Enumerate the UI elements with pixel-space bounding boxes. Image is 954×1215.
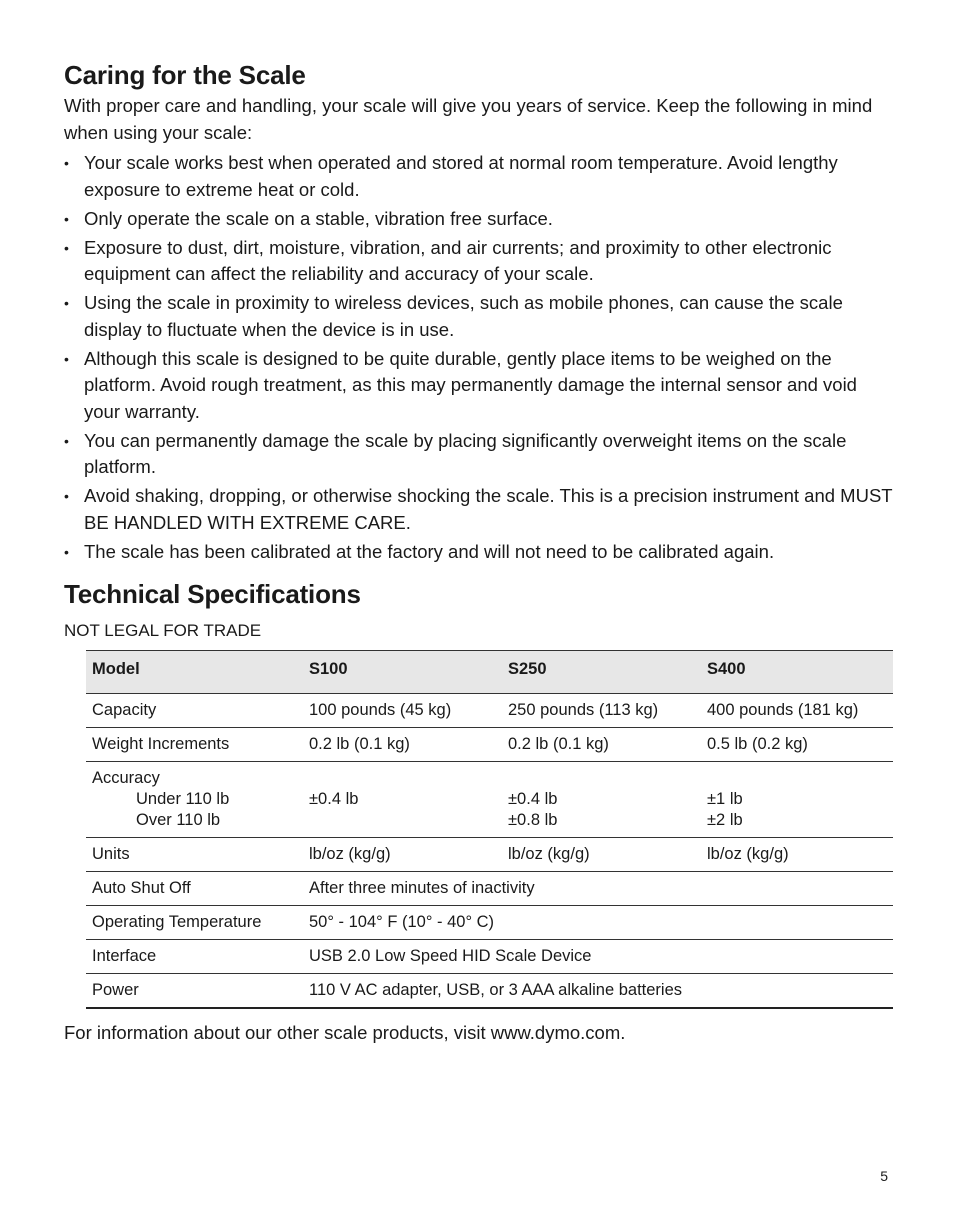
row-label: Capacity bbox=[86, 694, 303, 728]
bullet-icon: • bbox=[64, 155, 69, 171]
table-cell: 400 pounds (181 kg) bbox=[701, 694, 893, 728]
table-cell: lb/oz (kg/g) bbox=[701, 838, 893, 872]
table-header-row bbox=[86, 651, 893, 694]
trade-notice: NOT LEGAL FOR TRADE bbox=[64, 621, 262, 640]
list-item: • The scale has been calibrated at the factory and will not need to be calibrated again. bbox=[64, 539, 894, 566]
care-bullet-list bbox=[64, 150, 894, 568]
table-cell: lb/oz (kg/g) bbox=[502, 838, 701, 872]
table-row bbox=[86, 940, 893, 974]
table-cell: ±0.4 lb bbox=[303, 762, 502, 838]
table-cell: 100 pounds (45 kg) bbox=[303, 694, 502, 728]
column-header: Model bbox=[86, 651, 303, 694]
table-cell: 110 V AC adapter, USB, or 3 AAA alkaline batteries bbox=[303, 974, 893, 1009]
table-cell: lb/oz (kg/g) bbox=[303, 838, 502, 872]
column-header: S400 bbox=[701, 651, 893, 694]
table-cell: USB 2.0 Low Speed HID Scale Device bbox=[303, 940, 893, 974]
bullet-icon: • bbox=[64, 239, 69, 256]
column-header: S250 bbox=[502, 651, 701, 694]
row-label: Weight Increments bbox=[86, 728, 303, 762]
bullet-icon: • bbox=[64, 350, 69, 367]
list-item: • Only operate the scale on a stable, vibration free surface. bbox=[64, 206, 894, 233]
row-label: Units bbox=[86, 838, 303, 872]
page-number: 5 bbox=[880, 1168, 888, 1184]
bullet-icon: • bbox=[64, 295, 69, 311]
list-item: • You can permanently damage the scale by placing significantly overweight items on the scale platform. bbox=[64, 429, 847, 477]
bullet-icon: • bbox=[64, 432, 69, 449]
row-label: Accuracy Under 110 lb Over 110 lb bbox=[86, 762, 303, 838]
table-row bbox=[86, 974, 893, 1009]
table-cell: 0.5 lb (0.2 kg) bbox=[701, 728, 893, 762]
list-item: • Using the scale in proximity to wireless devices, such as mobile phones, can cause the scale display to fluctuate when the device is in use. bbox=[64, 292, 843, 340]
footer-note: For information about our other scale products, visit www.dymo.com. bbox=[64, 1022, 626, 1043]
table-cell: ±1 lb ±2 lb bbox=[701, 762, 893, 838]
table-cell: 50° - 104° F (10° - 40° C) bbox=[303, 906, 893, 940]
table-row bbox=[86, 872, 893, 906]
list-item: • Your scale works best when operated and stored at normal room temperature. Avoid lengthy exposure to extreme heat or cold. bbox=[64, 152, 838, 200]
table-row bbox=[86, 694, 893, 728]
bullet-icon: • bbox=[64, 543, 69, 560]
section-heading-caring: Caring for the Scale bbox=[64, 60, 306, 90]
section-heading-tech-specs: Technical Specifications bbox=[64, 579, 361, 609]
row-label: Interface bbox=[86, 940, 303, 974]
table-row bbox=[86, 728, 893, 762]
column-header: S100 bbox=[303, 651, 502, 694]
row-label: Power bbox=[86, 974, 303, 1009]
table-cell: ±0.4 lb ±0.8 lb bbox=[502, 762, 701, 838]
table-row bbox=[86, 762, 893, 838]
spec-table bbox=[86, 650, 893, 1009]
table-row bbox=[86, 838, 893, 872]
list-item: • Although this scale is designed to be quite durable, gently place items to be weighed on the platform. Avoid rough treatment, as this may permanently damage the internal sensor and void your warranty. bbox=[64, 347, 857, 422]
bullet-icon: • bbox=[64, 210, 69, 227]
table-cell: 0.2 lb (0.1 kg) bbox=[502, 728, 701, 762]
row-label: Auto Shut Off bbox=[86, 872, 303, 906]
bullet-icon: • bbox=[64, 488, 69, 504]
row-label: Operating Temperature bbox=[86, 906, 303, 940]
table-cell: 250 pounds (113 kg) bbox=[502, 694, 701, 728]
list-item: • Exposure to dust, dirt, moisture, vibration, and air currents; and proximity to other electronic equipment can affect the reliability and accuracy of your scale. bbox=[64, 236, 832, 284]
table-cell: After three minutes of inactivity bbox=[303, 872, 893, 906]
intro-paragraph: With proper care and handling, your scale will give you years of service. Keep the following in mind when using your scale: bbox=[64, 95, 873, 143]
list-item: • Avoid shaking, dropping, or otherwise shocking the scale. This is a precision instrument and MUST BE HANDLED WITH EXTREME CARE. bbox=[64, 485, 893, 533]
table-row bbox=[86, 906, 893, 940]
table-cell: 0.2 lb (0.1 kg) bbox=[303, 728, 502, 762]
